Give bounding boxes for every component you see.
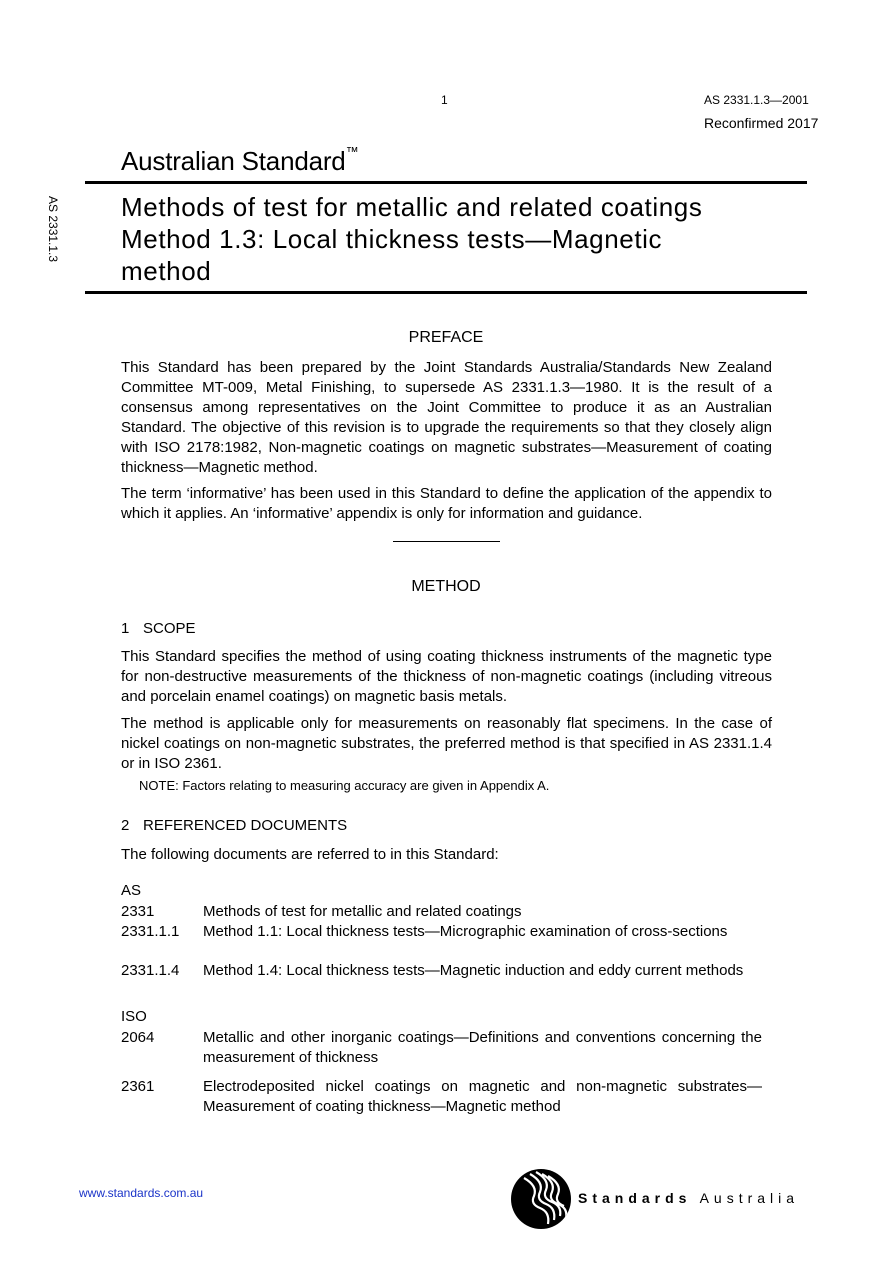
- preface-paragraph-2: The term ‘informative’ has been used in this Standard to define the application of the appendix to which it applies. An ‘informative’ appendix is only for information and guidance.: [121, 485, 772, 522]
- reference-group-label-as: AS: [121, 882, 142, 899]
- title-bottom-rule: [85, 291, 807, 294]
- references-intro: The following documents are referred to in this Standard:: [121, 846, 499, 863]
- reconfirmed-label: Reconfirmed 2017: [704, 115, 819, 131]
- preface-paragraph-1: This Standard has been prepared by the Joint Standards Australia/Standards New Zealand Committee MT-009, Metal Finishing, to supersede AS 2331.1.3—1980. It is the result of a consensus among representatives on the Joint Committee to produce it as an Australian Standard. The objective of this revision is to upgrade the requirements so that they closely align with ISO 2178:1982, Non-magnetic coatings on magnetic substrates—Measurement of coating thickness—Magnetic method.: [121, 359, 772, 476]
- method-heading: METHOD: [411, 578, 481, 595]
- standards-australia-logo-icon: [510, 1168, 572, 1230]
- standards-australia-wordmark: Standards Australia: [578, 1190, 800, 1206]
- trademark-symbol: ™: [345, 144, 359, 160]
- page-number: 1: [441, 93, 448, 107]
- preface-heading: PREFACE: [408, 329, 484, 346]
- references-heading: 2 REFERENCED DOCUMENTS: [121, 817, 348, 834]
- document-code: AS 2331.1.3—2001: [704, 93, 809, 107]
- side-document-code: AS 2331.1.3: [46, 196, 60, 263]
- preface-end-rule: [393, 541, 500, 542]
- top-rule: [85, 181, 807, 184]
- scope-heading: 1 SCOPE: [121, 620, 196, 637]
- reference-group-label-iso: ISO: [121, 1008, 147, 1025]
- scope-paragraph-2: The method is applicable only for measurements on reasonably flat specimens. In the case of nickel coatings on non-magnetic substrates, the preferred method is that specified in AS 2331.1.4 or in ISO 2361.: [121, 715, 772, 772]
- website-link[interactable]: www.standards.com.au: [79, 1186, 204, 1200]
- standard-label: Australian Standard™: [121, 144, 359, 176]
- scope-note: NOTE: Factors relating to measuring accuracy are given in Appendix A.: [139, 778, 550, 793]
- document-title: Methods of test for metallic and related coatings Method 1.3: Local thickness tests—Magnetic method: [121, 192, 703, 286]
- scope-paragraph-1: This Standard specifies the method of using coating thickness instruments of the magnetic type for non-destructive measurements of the thickness of non-magnetic coatings (including vitreous and porcelain enamel coatings) on magnetic basis metals.: [121, 648, 772, 705]
